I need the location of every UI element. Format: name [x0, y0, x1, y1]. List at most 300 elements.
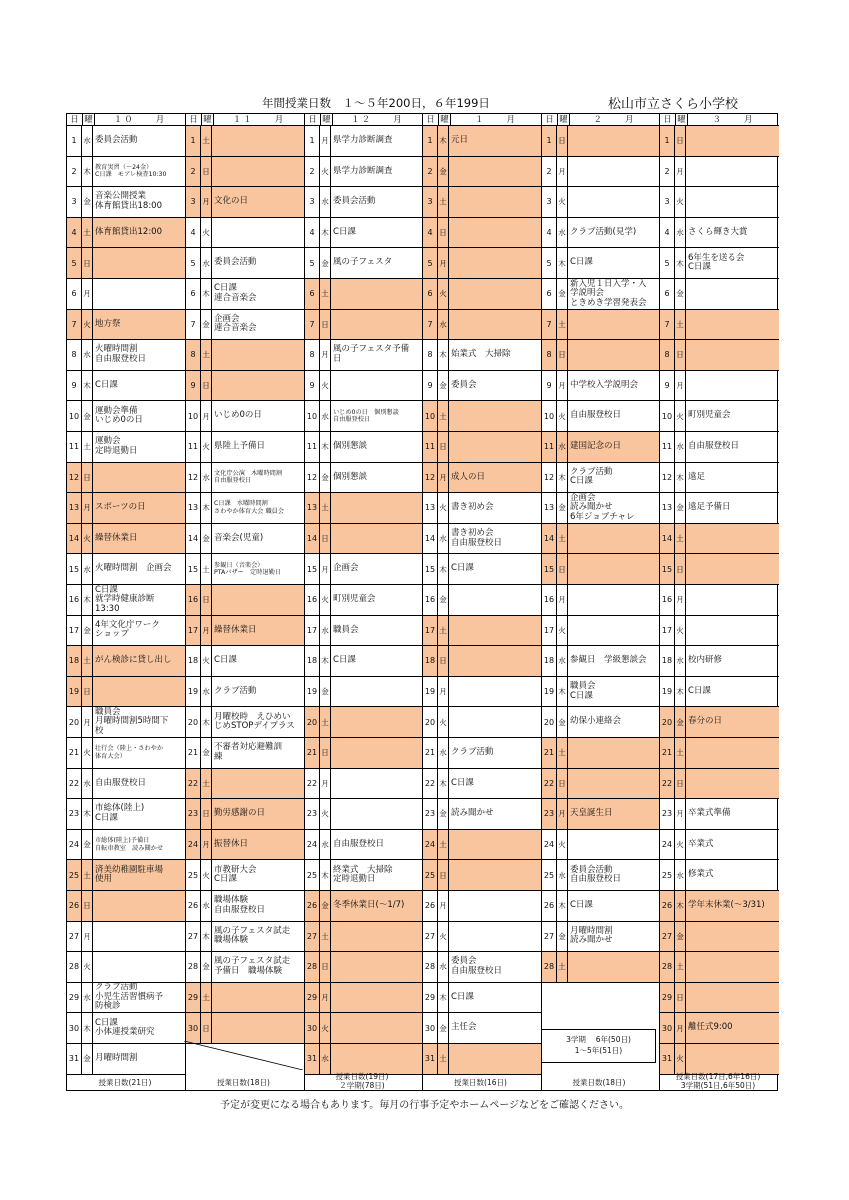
event-text: 校内研修 [688, 655, 723, 666]
day-number: 25 [660, 860, 675, 890]
weekday: 水 [557, 432, 568, 462]
day-number: 2 [305, 157, 320, 187]
day-row [67, 952, 185, 983]
day-number: 28 [542, 952, 557, 982]
day-row [660, 1013, 779, 1044]
event-text: 冬季休業日(～1/7) [331, 891, 422, 921]
weekday: 金 [201, 524, 212, 554]
event-text: 成人の日 [449, 463, 541, 493]
day-number: 30 [186, 1013, 201, 1043]
day-number: 24 [660, 830, 675, 860]
day-row [542, 493, 659, 524]
day-number: 11 [305, 432, 320, 462]
weekday: 土 [557, 310, 568, 340]
weekday: 木 [82, 157, 93, 187]
day-row [67, 1044, 185, 1075]
event-text: C日課 [570, 257, 593, 268]
day-number: 18 [305, 646, 320, 676]
day-header: 日 [186, 114, 202, 125]
month-header [305, 114, 422, 126]
day-number: 11 [423, 432, 438, 462]
day-number: 9 [186, 371, 201, 401]
day-row [67, 187, 185, 218]
page-header [66, 92, 778, 112]
day-row [542, 524, 659, 555]
weekday: 月 [320, 126, 331, 156]
day-number: 11 [542, 432, 557, 462]
weekday: 金 [320, 891, 331, 921]
event-text: 書き初め会 自由服登校日 [451, 528, 503, 548]
event-text [686, 126, 779, 156]
day-number: 20 [305, 707, 320, 737]
day-row [660, 524, 779, 555]
day-row [542, 310, 659, 341]
weekday: 金 [320, 677, 331, 707]
day-row [542, 707, 659, 738]
weekday: 木 [82, 585, 93, 615]
day-number: 28 [186, 952, 201, 982]
weekday: 水 [438, 952, 449, 982]
weekday-header: 曜 [202, 114, 214, 125]
day-row [186, 830, 304, 861]
day-row [423, 524, 541, 555]
day-number: 6 [186, 279, 201, 309]
weekday: 水 [675, 646, 686, 676]
day-number: 24 [305, 830, 320, 860]
day-number: 23 [542, 799, 557, 829]
day-number: 18 [542, 646, 557, 676]
weekday: 水 [201, 248, 212, 278]
day-number: 19 [423, 677, 438, 707]
day-row [660, 616, 779, 647]
day-row [660, 401, 779, 432]
weekday: 日 [320, 524, 331, 554]
event-text [449, 310, 541, 340]
day-number: 19 [186, 677, 201, 707]
day-row [423, 310, 541, 341]
event-text [331, 524, 422, 554]
day-row [186, 493, 304, 524]
weekday: 土 [438, 1044, 449, 1074]
day-number: 26 [660, 891, 675, 921]
event-text: 風の子フェスタ [333, 257, 393, 268]
day-row [542, 157, 659, 188]
weekday: 火 [438, 493, 449, 523]
day-header: 日 [423, 114, 439, 125]
weekday: 火 [320, 1013, 331, 1043]
day-number: 13 [423, 493, 438, 523]
day-number: 21 [67, 738, 82, 768]
day-row [305, 248, 422, 279]
weekday: 水 [201, 891, 212, 921]
weekday: 日 [557, 126, 568, 156]
day-number: 27 [305, 922, 320, 952]
weekday: 水 [557, 218, 568, 248]
event-text: 風の子フェスタ試走 職場体験 [214, 925, 291, 946]
day-row [186, 218, 304, 249]
event-text: 音楽公開授業 体育館貸出18:00 [95, 191, 162, 211]
day-row [305, 738, 422, 769]
day-row [542, 585, 659, 616]
day-row [542, 830, 659, 861]
event-text: 主任会 [451, 1022, 477, 1033]
event-text: 繰替休業日 [212, 616, 304, 646]
day-number: 6 [67, 279, 82, 309]
day-row [423, 371, 541, 402]
day-number: 20 [186, 707, 201, 737]
event-text [686, 371, 779, 401]
day-number: 6 [423, 279, 438, 309]
month-header [660, 114, 779, 126]
event-text: 風の子フェスタ試走 予備日 職場体験 [214, 956, 291, 976]
day-row [305, 646, 422, 677]
day-number: 25 [186, 860, 201, 890]
event-text [331, 493, 422, 523]
weekday: 月 [201, 401, 212, 431]
day-number: 2 [660, 157, 675, 187]
day-row [67, 922, 185, 953]
weekday: 金 [201, 952, 212, 982]
day-row [67, 646, 185, 677]
day-row [186, 126, 304, 157]
day-number: 5 [67, 248, 82, 278]
event-text [568, 126, 659, 156]
event-text: 遠足予備日 [688, 502, 731, 513]
day-number: 18 [67, 646, 82, 676]
event-text [686, 616, 779, 646]
event-text: 県陸上予備日 [214, 441, 266, 452]
event-text: いじめ0の日 [214, 410, 262, 421]
day-row [305, 157, 422, 188]
day-number: 29 [660, 983, 675, 1013]
weekday-header: 曜 [83, 114, 95, 125]
event-text [568, 585, 659, 615]
day-row [423, 401, 541, 432]
day-number: 13 [542, 493, 557, 523]
day-number: 8 [186, 340, 201, 370]
event-text [212, 585, 304, 615]
event-text: スポーツの日 [93, 493, 185, 523]
event-text: 月曜時間割 読み聞かせ [570, 925, 613, 946]
day-number: 22 [660, 769, 675, 799]
day-row [423, 738, 541, 769]
event-text: 教育実習（～24金） C日課 モアレ検査10:30 [95, 163, 167, 179]
event-text [449, 830, 541, 860]
weekday: 水 [438, 738, 449, 768]
day-row [542, 463, 659, 494]
day-number: 19 [542, 677, 557, 707]
weekday: 土 [438, 830, 449, 860]
day-number: 18 [186, 646, 201, 676]
day-number: 17 [186, 616, 201, 646]
event-text: 職員会 [333, 624, 359, 635]
day-row [186, 769, 304, 800]
weekday: 火 [201, 860, 212, 890]
day-row [186, 248, 304, 279]
day-row [305, 463, 422, 494]
day-row [67, 738, 185, 769]
day-number: 21 [660, 738, 675, 768]
day-row [305, 218, 422, 249]
event-text [449, 279, 541, 309]
day-row [67, 371, 185, 402]
day-row [660, 310, 779, 341]
day-row [660, 432, 779, 463]
day-number: 12 [542, 463, 557, 493]
event-text: 職場体験 自由服登校日 [214, 895, 266, 915]
event-text [93, 279, 185, 309]
term-school-days: ２学期(78日) [339, 1081, 385, 1090]
event-text [686, 769, 779, 799]
month-school-days: 授業日数(19日) [335, 1072, 389, 1081]
weekday: 日 [438, 860, 449, 890]
day-number: 1 [67, 126, 82, 156]
day-number: 29 [305, 983, 320, 1013]
day-row [423, 157, 541, 188]
month-school-days: 授業日数(16日) [454, 1078, 507, 1087]
day-number: 6 [660, 279, 675, 309]
day-row [423, 218, 541, 249]
weekday: 水 [557, 860, 568, 890]
weekday-header: 曜 [676, 114, 688, 125]
day-number: 20 [542, 707, 557, 737]
day-number: 4 [660, 218, 675, 248]
event-text [686, 554, 779, 584]
event-text: 卒業式準備 [688, 808, 731, 819]
day-row [305, 952, 422, 983]
day-row [186, 860, 304, 891]
day-row [542, 279, 659, 310]
day-row [660, 707, 779, 738]
weekday: 木 [438, 554, 449, 584]
day-row [305, 983, 422, 1014]
day-row [305, 432, 422, 463]
school-name: 松山市立さくら小学校 [608, 97, 739, 112]
day-number: 23 [305, 799, 320, 829]
weekday: 水 [675, 860, 686, 890]
weekday: 日 [82, 463, 93, 493]
event-text [449, 707, 541, 737]
day-number: 30 [305, 1013, 320, 1043]
event-text: 不審者対応避難訓 練 [214, 742, 283, 762]
event-text [331, 922, 422, 952]
event-text: 火曜時間割 自由服登校日 [95, 344, 147, 364]
weekday: 木 [82, 1013, 93, 1043]
weekday: 木 [557, 248, 568, 278]
day-number: 15 [542, 554, 557, 584]
day-number: 2 [542, 157, 557, 187]
day-row [423, 585, 541, 616]
day-number: 7 [660, 310, 675, 340]
event-text: C日課 [451, 563, 474, 574]
event-text [686, 738, 779, 768]
event-text [212, 340, 304, 370]
day-row [186, 157, 304, 188]
day-number: 30 [423, 1013, 438, 1043]
day-number: 22 [305, 769, 320, 799]
day-number: 20 [423, 707, 438, 737]
day-number: 19 [67, 677, 82, 707]
weekday: 火 [675, 187, 686, 217]
footer-row [66, 1072, 778, 1091]
weekday: 土 [438, 616, 449, 646]
day-row [423, 279, 541, 310]
day-number: 23 [186, 799, 201, 829]
day-number: 1 [305, 126, 320, 156]
event-text [686, 1044, 779, 1074]
day-row [305, 1013, 422, 1044]
event-text: クラブ活動 [451, 747, 494, 758]
weekday: 日 [82, 677, 93, 707]
day-row [660, 218, 779, 249]
summary-line-2: 1～5年(51日) [574, 1046, 623, 1055]
weekday: 水 [320, 830, 331, 860]
weekday: 日 [557, 340, 568, 370]
day-row [186, 401, 304, 432]
event-text: C日課 連合音楽会 [214, 283, 257, 303]
day-number: 23 [423, 799, 438, 829]
event-text: C日課 [214, 655, 237, 666]
day-header: 日 [67, 114, 83, 125]
day-row [186, 524, 304, 555]
weekday: 土 [201, 126, 212, 156]
weekday: 火 [82, 310, 93, 340]
day-number: 22 [67, 769, 82, 799]
day-number: 7 [542, 310, 557, 340]
event-text: 離任式9:00 [686, 1013, 779, 1043]
day-number: 17 [660, 616, 675, 646]
weekday: 金 [557, 493, 568, 523]
day-number: 14 [542, 524, 557, 554]
weekday-header: 曜 [321, 114, 333, 125]
weekday: 火 [320, 371, 331, 401]
event-text [331, 983, 422, 1013]
day-row [67, 126, 185, 157]
event-text: 職員会 C日課 [570, 681, 596, 701]
day-row [423, 891, 541, 922]
day-number: 5 [186, 248, 201, 278]
weekday: 土 [438, 401, 449, 431]
day-row [67, 860, 185, 891]
event-text: 地方祭 [93, 310, 185, 340]
day-row [67, 432, 185, 463]
day-number: 2 [186, 157, 201, 187]
event-text [686, 952, 779, 982]
event-text: 天皇誕生日 [568, 799, 659, 829]
weekday: 木 [675, 248, 686, 278]
day-number: 21 [305, 738, 320, 768]
day-row [186, 310, 304, 341]
weekday: 金 [82, 401, 93, 431]
day-row [660, 493, 779, 524]
day-row [423, 463, 541, 494]
day-number: 20 [67, 707, 82, 737]
day-row [67, 585, 185, 616]
day-number: 31 [305, 1044, 320, 1074]
event-text: 委員会 自由服登校日 [451, 956, 503, 976]
day-row [660, 248, 779, 279]
day-row [423, 432, 541, 463]
weekday: 水 [201, 463, 212, 493]
day-number: 14 [660, 524, 675, 554]
weekday: 土 [201, 769, 212, 799]
day-number: 26 [305, 891, 320, 921]
day-number: 12 [660, 463, 675, 493]
month-name: １０ 月 [113, 115, 167, 125]
day-number: 12 [305, 463, 320, 493]
day-row [542, 340, 659, 371]
day-row [186, 585, 304, 616]
day-number: 28 [423, 952, 438, 982]
event-text: 中学校入学説明会 [570, 379, 639, 390]
event-text [568, 157, 659, 187]
weekday: 金 [320, 248, 331, 278]
weekday: 土 [557, 524, 568, 554]
weekday: 月 [320, 340, 331, 370]
weekday: 月 [201, 187, 212, 217]
day-number: 5 [542, 248, 557, 278]
weekday: 土 [320, 493, 331, 523]
term3-summary [541, 1029, 656, 1063]
day-row [542, 371, 659, 402]
weekday: 木 [675, 891, 686, 921]
day-number: 3 [542, 187, 557, 217]
weekday: 月 [675, 585, 686, 615]
month-school-days: 授業日数(17日,6年16日) [675, 1072, 761, 1081]
day-row [67, 677, 185, 708]
day-number: 1 [423, 126, 438, 156]
weekday: 木 [438, 340, 449, 370]
footer-note: 予定が変更になる場合もあります。毎月の行事予定やホームページなどをご確認ください。 [220, 1100, 629, 1111]
day-number: 12 [423, 463, 438, 493]
day-row [305, 554, 422, 585]
day-number: 24 [186, 830, 201, 860]
weekday: 月 [675, 157, 686, 187]
weekday: 土 [82, 432, 93, 462]
event-text: 企画会 [333, 563, 359, 574]
day-row [423, 646, 541, 677]
weekday: 金 [320, 463, 331, 493]
event-text [449, 616, 541, 646]
day-number: 5 [660, 248, 675, 278]
day-number: 27 [423, 922, 438, 952]
weekday: 月 [557, 371, 568, 401]
day-number: 25 [423, 860, 438, 890]
day-row [305, 1044, 422, 1075]
day-number: 16 [542, 585, 557, 615]
day-row [305, 922, 422, 953]
calendar-grid [66, 113, 778, 1091]
weekday: 火 [438, 279, 449, 309]
event-text [331, 371, 422, 401]
event-text: 読み聞かせ [451, 808, 494, 819]
day-row [660, 279, 779, 310]
day-number: 1 [660, 126, 675, 156]
day-number: 31 [67, 1044, 82, 1074]
event-text: 市教研大会 C日課 [214, 864, 257, 885]
day-number: 12 [67, 463, 82, 493]
event-text [331, 799, 422, 829]
event-text: 風の子フェスタ予備 日 [333, 344, 410, 364]
weekday: 木 [557, 891, 568, 921]
weekday: 日 [201, 799, 212, 829]
event-text: 幼保小連絡会 [570, 716, 622, 727]
weekday: 火 [557, 616, 568, 646]
event-text: 自由服登校日 [95, 777, 147, 788]
day-row [660, 677, 779, 708]
event-text: 企画会 読み聞かせ 6年ジョブチャレ [570, 493, 635, 522]
event-text: がん検診に貸し出し [93, 646, 185, 676]
